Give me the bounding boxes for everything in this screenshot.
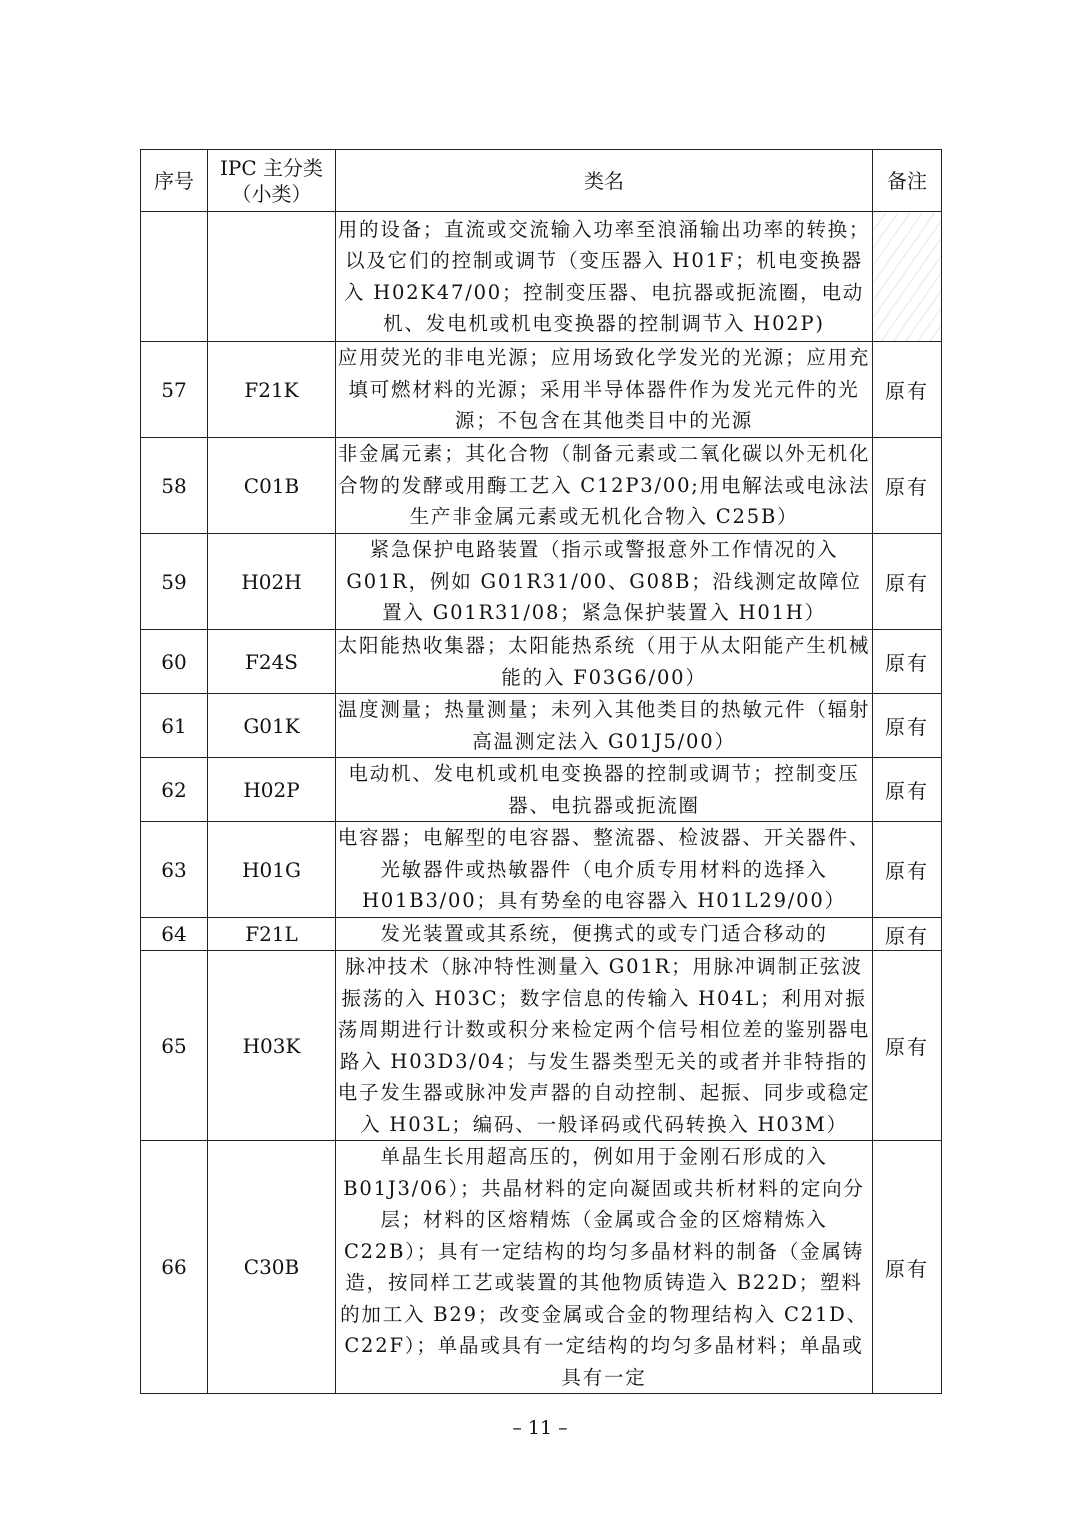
table-header-row	[141, 150, 942, 212]
row-class-name: 发光装置或其系统，便携式的或专门适合移动的	[336, 918, 873, 951]
row-ipc-code: H02H	[208, 534, 336, 630]
row-class-name: 电动机、发电机或机电变换器的控制或调节；控制变压器、电抗器或扼流圈	[336, 758, 873, 822]
header-ipc-class	[208, 150, 336, 212]
row-remark: 原有	[873, 1141, 942, 1394]
row-remark: 原有	[873, 630, 942, 694]
table-row	[141, 918, 942, 951]
row-remark: 原有	[873, 534, 942, 630]
row-class-name: 单晶生长用超高压的，例如用于金刚石形成的入 B01J3/06）；共晶材料的定向凝固或共析材料的定向分层；材料的区熔精炼（金属或合金的区熔精炼入 C22B）；具有一定结构的均匀多晶材料的制备（金属铸造，按同样工艺或装置的其他物质铸造入 B22D；塑料的加工入 B29；改变金属或合金的物理结构入 C21D、C22F）；单晶或具有一定结构的均匀多晶材料；单晶或具有一定	[336, 1141, 873, 1394]
row-remark	[873, 212, 942, 342]
row-class-name: 脉冲技术（脉冲特性测量入 G01R；用脉冲调制正弦波振荡的入 H03C；数字信息的传输入 H04L；利用对振荡周期进行计数或积分来检定两个信号相位差的鉴别器电路入 H03D3/04；与发生器类型无关的或者并非特指的电子发生器或脉冲发声器的自动控制、起振、同步或稳定入 H03L；编码、一般译码或代码转换入 H03M）	[336, 951, 873, 1141]
row-ipc-code	[208, 212, 336, 342]
row-class-name: 温度测量；热量测量；未列入其他类目的热敏元件（辐射高温测定法入 G01J5/00）	[336, 694, 873, 758]
row-remark: 原有	[873, 918, 942, 951]
row-class-name: 应用荧光的非电光源；应用场致化学发光的光源；应用充填可燃材料的光源；采用半导体器件作为发光元件的光源；不包含在其他类目中的光源	[336, 342, 873, 438]
ipc-table	[140, 149, 942, 1394]
row-ipc-code: C30B	[208, 1141, 336, 1394]
table-row	[141, 694, 942, 758]
row-serial-number: 61	[141, 694, 208, 758]
table-row	[141, 1141, 942, 1394]
table-row	[141, 342, 942, 438]
row-ipc-code: H02P	[208, 758, 336, 822]
row-ipc-code: F24S	[208, 630, 336, 694]
row-class-name: 非金属元素；其化合物（制备元素或二氧化碳以外无机化合物的发酵或用酶工艺入 C12P3/00;用电解法或电泳法生产非金属元素或无机化合物入 C25B）	[336, 438, 873, 534]
row-serial-number: 59	[141, 534, 208, 630]
row-ipc-code: G01K	[208, 694, 336, 758]
row-ipc-code: F21K	[208, 342, 336, 438]
header-ipc-line1: IPC 主分类	[219, 155, 324, 180]
header-remark: 备注	[873, 150, 942, 212]
table-row	[141, 951, 942, 1141]
table-row	[141, 630, 942, 694]
row-class-name: 用的设备；直流或交流输入功率至浪涌输出功率的转换；以及它们的控制或调节（变压器入 H01F；机电变换器入 H02K47/00；控制变压器、电抗器或扼流圈，电动机、发电机或机电变换器的控制调节入 H02P)	[336, 212, 873, 342]
row-serial-number: 58	[141, 438, 208, 534]
row-class-name: 太阳能热收集器；太阳能热系统（用于从太阳能产生机械能的入 F03G6/00）	[336, 630, 873, 694]
row-serial-number: 62	[141, 758, 208, 822]
table-row	[141, 534, 942, 630]
row-class-name: 电容器；电解型的电容器、整流器、检波器、开关器件、光敏器件或热敏器件（电介质专用材料的选择入 H01B3/00；具有势垒的电容器入 H01L29/00）	[336, 822, 873, 918]
row-serial-number: 60	[141, 630, 208, 694]
header-ipc-line2: （小类）	[231, 181, 312, 206]
row-serial-number: 57	[141, 342, 208, 438]
row-remark: 原有	[873, 438, 942, 534]
page-number: – 11 –	[512, 1417, 568, 1439]
row-remark: 原有	[873, 342, 942, 438]
row-ipc-code: F21L	[208, 918, 336, 951]
row-remark: 原有	[873, 694, 942, 758]
row-serial-number	[141, 212, 208, 342]
row-serial-number: 66	[141, 1141, 208, 1394]
row-ipc-code: H03K	[208, 951, 336, 1141]
row-serial-number: 64	[141, 918, 208, 951]
header-class-name: 类名	[336, 150, 873, 212]
table-row	[141, 822, 942, 918]
row-serial-number: 65	[141, 951, 208, 1141]
table-row	[141, 438, 942, 534]
row-remark: 原有	[873, 822, 942, 918]
row-remark: 原有	[873, 758, 942, 822]
table-row	[141, 212, 942, 342]
row-remark: 原有	[873, 951, 942, 1141]
table-row	[141, 758, 942, 822]
row-ipc-code: C01B	[208, 438, 336, 534]
row-serial-number: 63	[141, 822, 208, 918]
row-ipc-code: H01G	[208, 822, 336, 918]
header-serial-number: 序号	[141, 150, 208, 212]
row-class-name: 紧急保护电路装置（指示或警报意外工作情况的入 G01R，例如 G01R31/00、G08B；沿线测定故障位置入 G01R31/08；紧急保护装置入 H01H）	[336, 534, 873, 630]
